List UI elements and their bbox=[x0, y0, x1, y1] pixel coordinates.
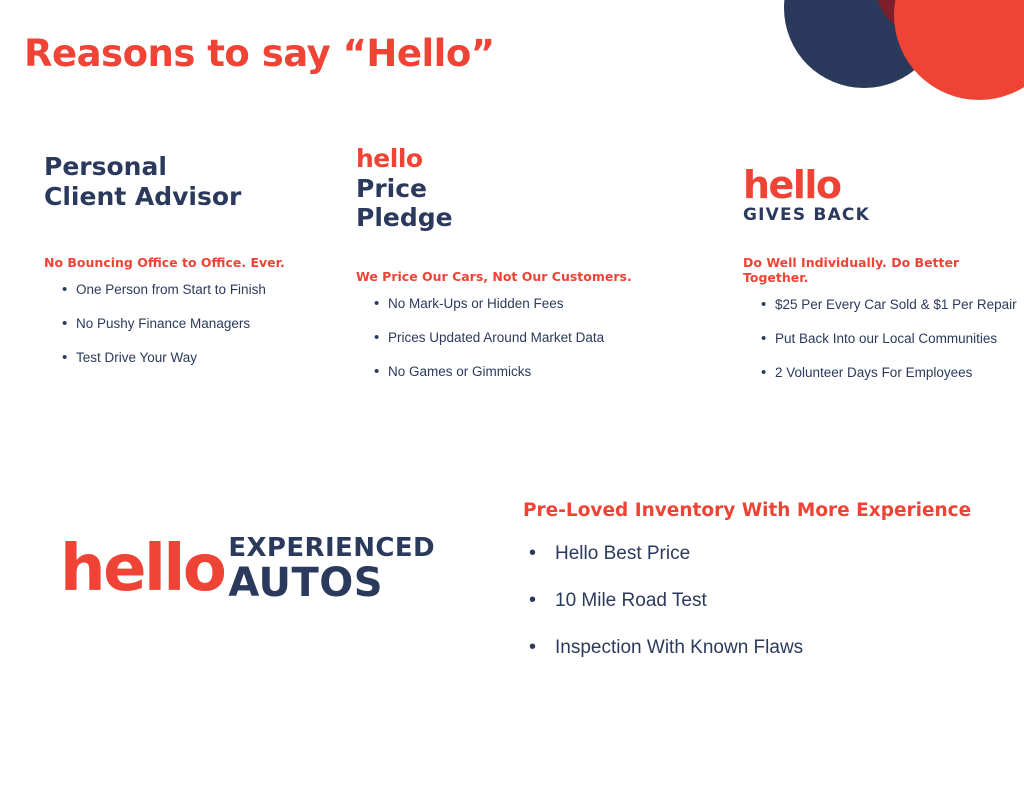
list-item: • 10 Mile Road Test bbox=[529, 590, 1003, 613]
column-2-hello-word: hello bbox=[356, 144, 423, 173]
list-item: • Hello Best Price bbox=[529, 543, 1003, 566]
logo-autos-word: AUTOS bbox=[228, 560, 384, 606]
hello-gives-back-logo bbox=[743, 163, 1024, 225]
list-item: • Test Drive Your Way bbox=[62, 350, 330, 366]
list-item: • Inspection With Known Flaws bbox=[529, 637, 1003, 660]
list-item: • Prices Updated Around Market Data bbox=[374, 330, 675, 346]
column-1-subheading: No Bouncing Office to Office. Ever. bbox=[44, 255, 285, 270]
list-item: • One Person from Start to Finish bbox=[62, 282, 330, 298]
column-2-list bbox=[356, 296, 675, 381]
list-item: • No Mark-Ups or Hidden Fees bbox=[374, 296, 675, 312]
logo-experienced-word: EXPERIENCED bbox=[228, 533, 435, 563]
page-title: Reasons to say “Hello” bbox=[24, 32, 495, 75]
column-2-subheading: We Price Our Cars, Not Our Customers. bbox=[356, 268, 632, 284]
list-item: • No Games or Gimmicks bbox=[374, 364, 675, 380]
list-item: • 2 Volunteer Days For Employees bbox=[761, 365, 1024, 381]
navy-circle-shape bbox=[784, 0, 944, 88]
logo-words bbox=[228, 533, 435, 606]
logo-hello-word: hello bbox=[60, 532, 225, 606]
column-3-list bbox=[743, 297, 1024, 382]
dark-red-circle-shape bbox=[874, 0, 994, 40]
list-item: • Put Back Into our Local Communities bbox=[761, 331, 1024, 347]
gives-back-hello-word: hello bbox=[743, 163, 841, 207]
bottom-section bbox=[0, 490, 1024, 710]
list-item: • No Pushy Finance Managers bbox=[62, 316, 330, 332]
column-personal-client-advisor bbox=[0, 140, 330, 400]
column-1-heading-line2: Client Advisor bbox=[44, 181, 242, 211]
column-2-heading-line3: Pledge bbox=[356, 203, 453, 232]
bottom-subheading: Pre-Loved Inventory With More Experience bbox=[523, 500, 972, 521]
column-hello-price-pledge bbox=[330, 140, 675, 400]
column-1-list bbox=[44, 282, 330, 367]
column-1-heading-line1: Personal bbox=[44, 152, 167, 181]
red-circle-shape bbox=[894, 0, 1024, 100]
list-item: • $25 Per Every Car Sold & $1 Per Repair bbox=[761, 297, 1024, 313]
three-column-section bbox=[0, 140, 1024, 400]
column-2-heading bbox=[356, 144, 675, 233]
bottom-content bbox=[523, 500, 1003, 683]
bottom-list bbox=[523, 543, 1003, 659]
column-2-heading-line2: Price bbox=[356, 173, 427, 203]
column-hello-gives-back bbox=[675, 140, 1024, 400]
corner-decoration bbox=[764, 0, 1024, 120]
gives-back-subtext: GIVES BACK bbox=[743, 204, 870, 225]
column-1-heading bbox=[44, 152, 330, 211]
hello-experienced-autos-logo bbox=[60, 532, 435, 606]
column-3-subheading: Do Well Individually. Do Better Together. bbox=[743, 254, 960, 285]
